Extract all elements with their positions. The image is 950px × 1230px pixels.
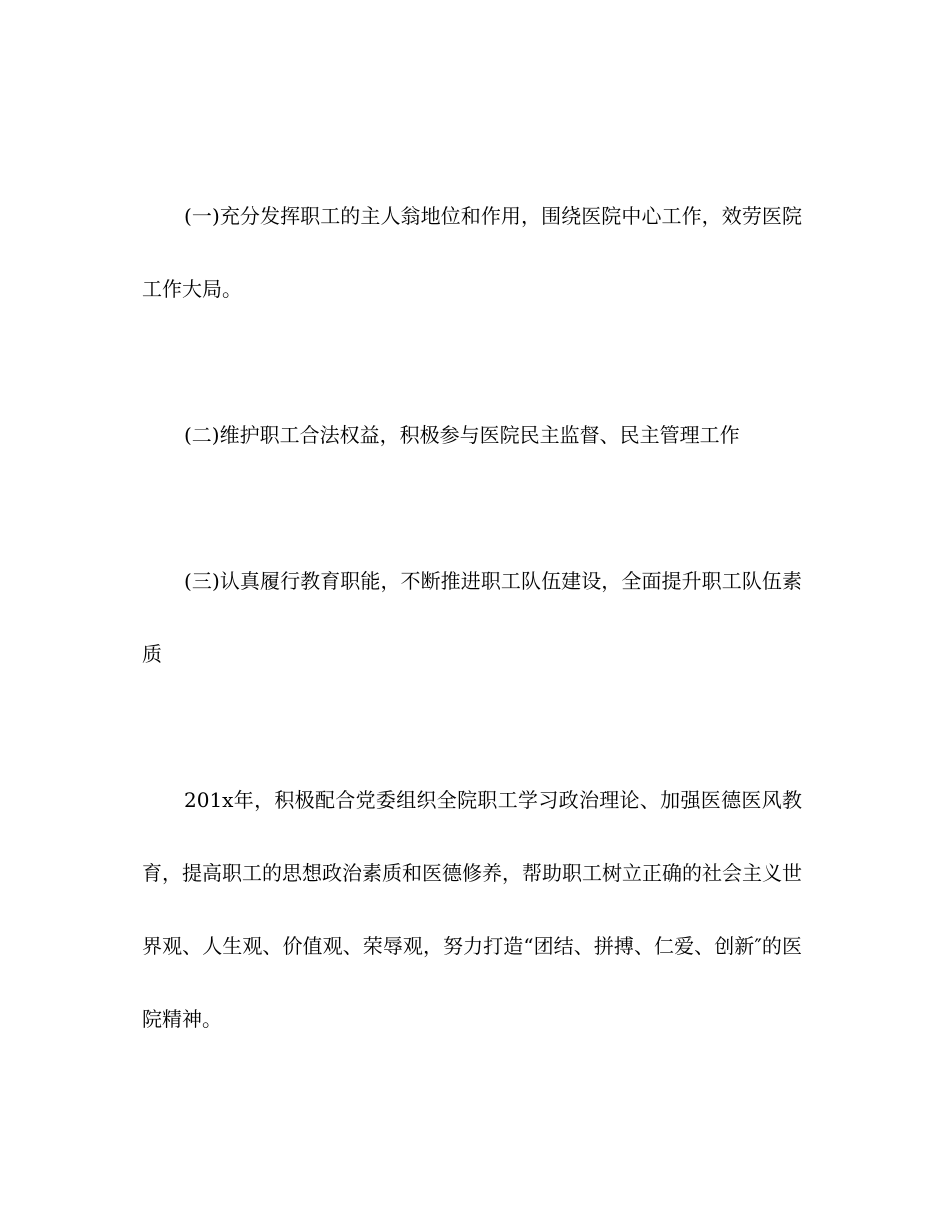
paragraph-body-201x: 201x年，积极配合党委组织全院职工学习政治理论、加强医德医风教育，提高职工的思想政治素质和医德修养，帮助职工树立正确的社会主义世界观、人生观、价值观、荣辱观，努力打造“团结、拼搏、仁爱、创新″的医院精神。 — [142, 788, 802, 1031]
paragraph-section-one: (一)充分发挥职工的主人翁地位和作用，围绕医院中心工作，效劳医院工作大局。 — [142, 204, 802, 301]
paragraph-section-two: (二)维护职工合法权益，积极参与医院民主监督、民主管理工作 — [184, 423, 740, 447]
paragraph-section-three: (三)认真履行教育职能，不断推进职工队伍建设，全面提升职工队伍素质 — [142, 569, 802, 666]
